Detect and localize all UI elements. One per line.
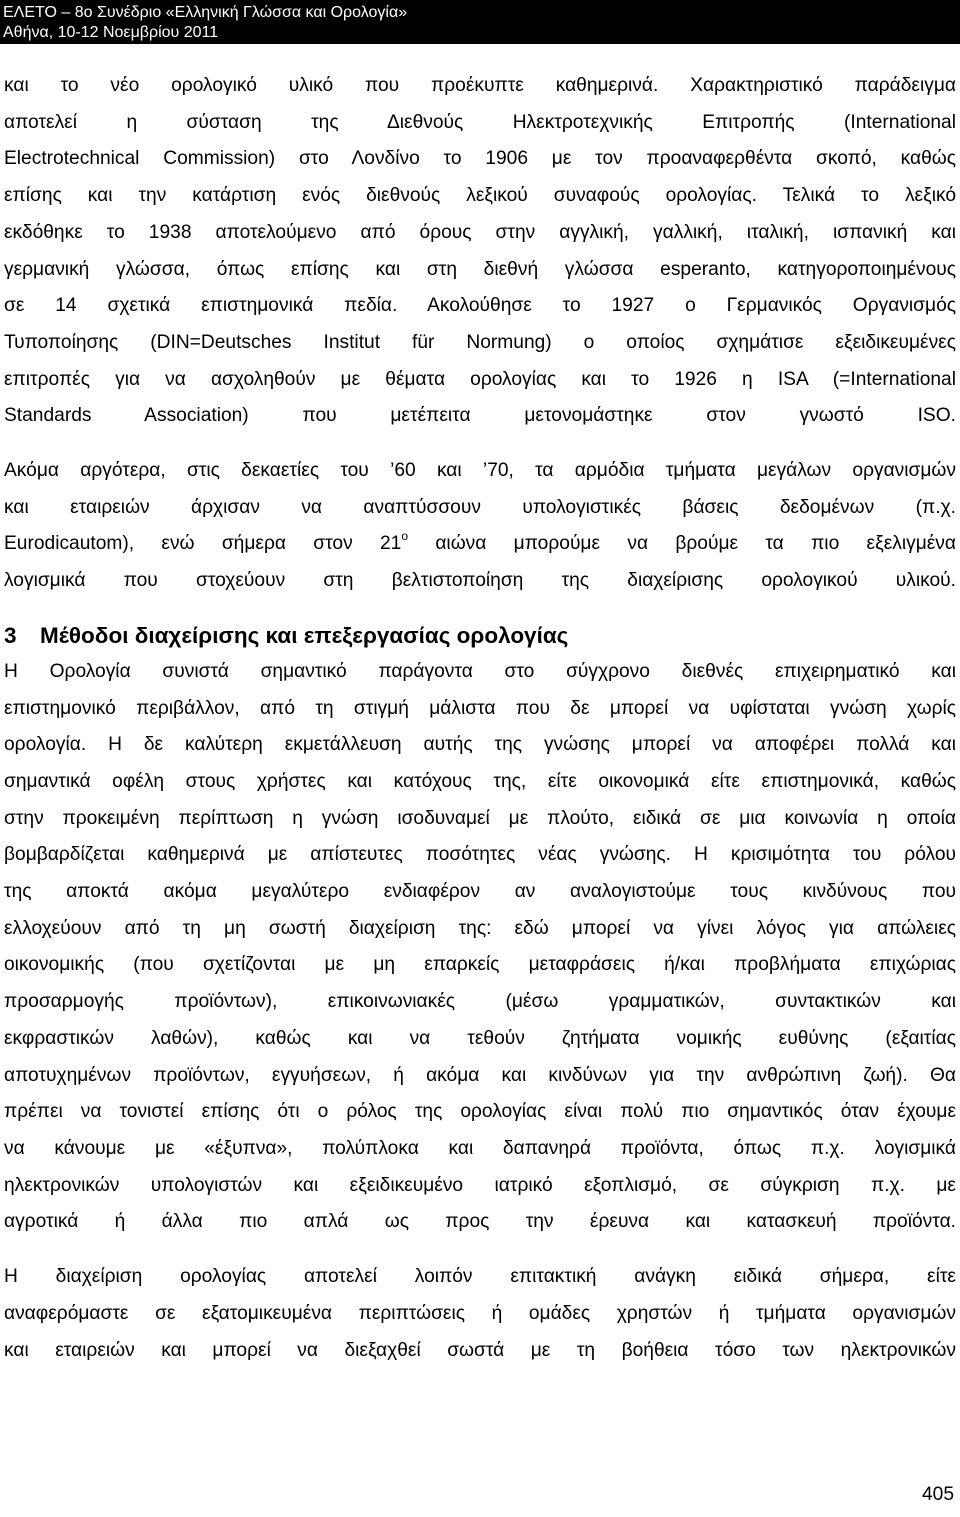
text-line: Η Ορολογία συνιστά σημαντικό παράγοντα στο σύγχρονο διεθνές επιχειρηματικό και (4, 660, 956, 682)
paragraph-history (4, 68, 956, 435)
text-line: Standards Association) που μετέπειτα μετονομάστηκε στον γνωστό ISO. (4, 405, 956, 427)
paragraph-spacer (4, 435, 956, 453)
text-line: αναφερόμαστε σε εξατομικευμένα περιπτώσεις ή ομάδες χρηστών ή τμήματα οργανισμών (4, 1302, 956, 1324)
text-line: εκδόθηκε το 1938 αποτελούμενο από όρους στην αγγλική, γαλλική, ιταλική, ισπανική και (4, 221, 956, 243)
document-body (4, 68, 956, 1369)
section-number: 3 (4, 622, 17, 648)
text-line: Τυποποίησης (DIN=Deutsches Institut für Normung) ο οποίος σχημάτισε εξειδικευμένες (4, 331, 956, 353)
conference-date: Αθήνα, 10-12 Νοεμβρίου 2011 (3, 24, 219, 41)
text-line-with-superscript (4, 526, 956, 563)
text-line: οικονομικής (που σχετίζονται με μη επαρκείς μεταφράσεις ή/και προβλήματα επιχώριας (4, 954, 956, 976)
text-line: βομβαρδίζεται καθημερινά με απίστευτες ποσότητες νέας γνώσης. Η κρισιμότητα του ρόλου (4, 844, 956, 866)
text-line: επιστημονικό περιβάλλον, από τη στιγμή μάλιστα που δε μπορεί να υφίσταται γνώση χωρίς (4, 697, 956, 719)
paragraph-databases (4, 453, 956, 600)
text-segment: Eurodicautom), ενώ σήμερα στον 21 (4, 533, 402, 555)
paragraph-spacer (4, 600, 956, 618)
text-line: γερμανική γλώσσα, όπως επίσης και στη διεθνή γλώσσα esperanto, κατηγοροποιημένους (4, 258, 956, 280)
text-line: ορολογία. Η δε καλύτερη εκμετάλλευση αυτής της γνώσης μπορεί να αποφέρει πολλά και (4, 734, 956, 756)
paragraph-terminology-importance (4, 654, 956, 1241)
text-line: επίσης και την κατάρτιση ενός διεθνούς λεξικού συναφούς ορολογίας. Τελικά το λεξικό (4, 185, 956, 207)
text-line: στην προκειμένη περίπτωση η γνώση ισοδυναμεί με πλούτο, ειδικά σε μια κοινωνία η οποία (4, 807, 956, 829)
text-line: ηλεκτρονικών υπολογιστών και εξειδικευμένο ιατρικό εξοπλισμό, σε σύγκριση π.χ. με (4, 1174, 956, 1196)
text-line: της αποκτά ακόμα μεγαλύτερο ενδιαφέρον αν αναλογιστούμε τους κινδύνους που (4, 881, 956, 903)
text-line: πρέπει να τονιστεί επίσης ότι ο ρόλος της ορολογίας είναι πολύ πιο σημαντικός όταν έχουμε (4, 1101, 956, 1123)
text-line: να κάνουμε με «έξυπνα», πολύπλοκα και δαπανηρά προϊόντα, όπως π.χ. λογισμικά (4, 1137, 956, 1159)
text-line: Η διαχείριση ορολογίας αποτελεί λοιπόν επιτακτική ανάγκη ειδικά σήμερα, είτε (4, 1266, 956, 1288)
text-line: ελλοχεύουν από τη μη σωστή διαχείριση της: εδώ μπορεί να γίνει λόγος για απώλειες (4, 917, 956, 939)
text-line: αποτυχημένων προϊόντων, εγγυήσεων, ή ακόμα και κινδύνων για την ανθρώπινη ζωή). Θα (4, 1064, 956, 1086)
text-line: και εταιρειών και μπορεί να διεξαχθεί σωστά με τη βοήθεια τόσο των ηλεκτρονικών (4, 1339, 956, 1361)
text-line: σημαντικά οφέλη στους χρήστες και κατόχους της, είτε οικονομικά είτε επιστημονικά, καθώς (4, 770, 956, 792)
text-line: λογισμικά που στοχεύουν στη βελτιστοποίηση της διαχείρισης ορολογικού υλικού. (4, 570, 956, 592)
text-line: εκφραστικών λαθών), καθώς και να τεθούν ζητήματα νομικής ευθύνης (εξαιτίας (4, 1027, 956, 1049)
section-title: Μέθοδοι διαχείρισης και επεξεργασίας ορολογίας (40, 622, 569, 648)
text-line: και εταιρειών άρχισαν να αναπτύσσουν υπολογιστικές βάσεις δεδομένων (π.χ. (4, 496, 956, 518)
superscript-ordinal: ο (401, 529, 409, 544)
text-segment: αιώνα μπορούμε να βρούμε τα πιο εξελιγμένα (408, 533, 956, 555)
text-line: αποτελεί η σύσταση της Διεθνούς Ηλεκτροτεχνικής Επιτροπής (International (4, 111, 956, 133)
text-line: προσαρμογής προϊόντων), επικοινωνιακές (μέσω γραμματικών, συντακτικών και (4, 991, 956, 1013)
text-line: Electrotechnical Commission) στο Λονδίνο το 1906 με τον προαναφερθέντα σκοπό, καθώς (4, 148, 956, 170)
conference-title: ΕΛΕΤΟ – 8ο Συνέδριο «Ελληνική Γλώσσα και Ορολογία» (3, 4, 408, 21)
section-heading (4, 618, 956, 654)
text-line: Ακόμα αργότερα, στις δεκαετίες του ’60 και ’70, τα αρμόδια τμήματα μεγάλων οργανισμών (4, 460, 956, 482)
text-line: αγροτικά ή άλλα πιο απλά ως προς την έρευνα και κατασκευή προϊόντα. (4, 1211, 956, 1233)
text-line: επιτροπές για να ασχοληθούν με θέματα ορολογίας και το 1926 η ISA (=International (4, 368, 956, 390)
page-number: 405 (921, 1484, 954, 1505)
paragraph-spacer (4, 1241, 956, 1259)
text-line: σε 14 σχετικά επιστημονικά πεδία. Ακολούθησε το 1927 ο Γερμανικός Οργανισμός (4, 295, 956, 317)
text-line: και το νέο ορολογικό υλικό που προέκυπτε καθημερινά. Χαρακτηριστικό παράδειγμα (4, 75, 956, 96)
paragraph-terminology-management (4, 1259, 956, 1369)
page-header (0, 0, 960, 44)
